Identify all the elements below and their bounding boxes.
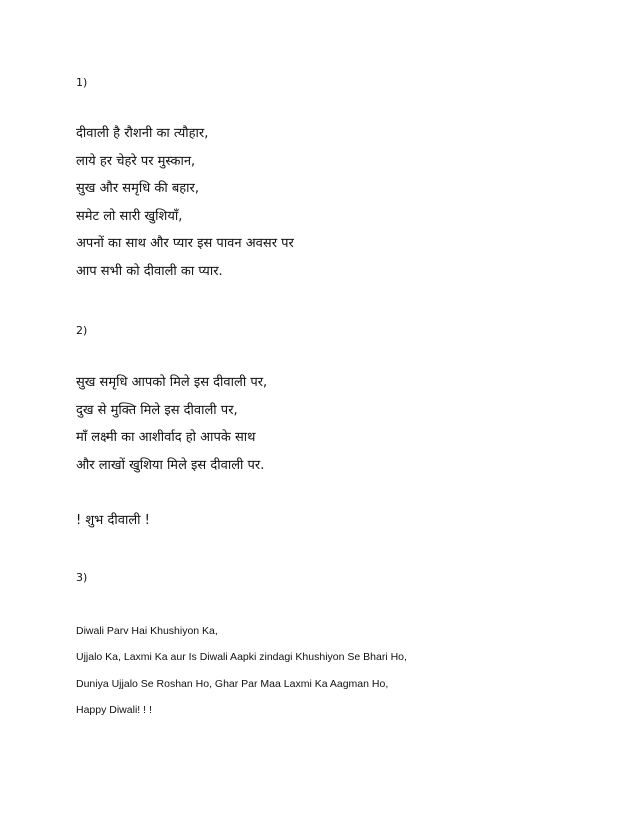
poem-3-line-2: Ujjalo Ka, Laxmi Ka aur Is Diwali Aapki zindagi Khushiyon Se Bhari Ho, xyxy=(76,651,407,663)
poem-1-line-5: अपनों का साथ और प्यार इस पावन अवसर पर xyxy=(76,236,294,251)
poem-1-line-6: आप सभी को दीवाली का प्यार. xyxy=(76,264,223,279)
section-2-number: 2) xyxy=(76,324,88,337)
poem-1-line-4: समेट लो सारी खुशियाँ, xyxy=(76,209,183,224)
poem-2-line-2: दुख से मुक्ति मिले इस दीवाली पर, xyxy=(76,403,238,418)
poem-1-line-3: सुख और समृधि की बहार, xyxy=(76,181,199,196)
poem-2-line-4: और लाखों खुशिया मिले इस दीवाली पर. xyxy=(76,458,265,473)
section-1-number: 1) xyxy=(76,76,88,89)
section-3-number: 3) xyxy=(76,571,88,584)
poem-2-line-1: सुख समृधि आपको मिले इस दीवाली पर, xyxy=(76,375,268,390)
poem-2-line-3: माँ लक्ष्मी का आशीर्वाद हो आपके साथ xyxy=(76,430,256,445)
poem-1-line-2: लाये हर चेहरे पर मुस्कान, xyxy=(76,154,196,169)
poem-1-line-1: दीवाली है रौशनी का त्यौहार, xyxy=(76,126,209,141)
poem-3-line-4: Happy Diwali! ! ! xyxy=(76,704,152,716)
poem-3-line-1: Diwali Parv Hai Khushiyon Ka, xyxy=(76,625,218,637)
poem-3-line-3: Duniya Ujjalo Se Roshan Ho, Ghar Par Maa Laxmi Ka Aagman Ho, xyxy=(76,678,389,690)
poem-2-closing: ! शुभ दीवाली ! xyxy=(76,513,150,528)
